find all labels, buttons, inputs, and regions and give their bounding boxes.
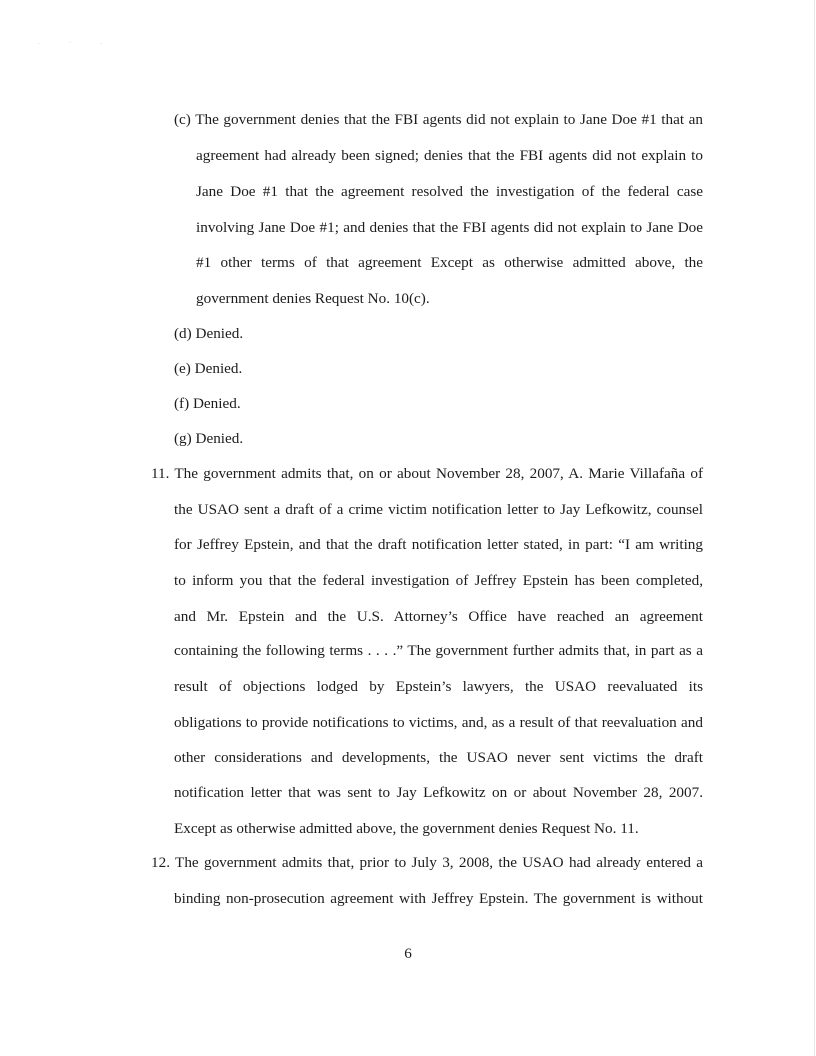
item-e: (e) Denied.: [174, 360, 243, 377]
paragraph-c-line-4: involving Jane Doe #1; and denies that the FBI agents did not explain to Jane Doe: [196, 219, 703, 236]
paragraph-c-line-1: (c) The government denies that the FBI agents did not explain to Jane Doe #1 that an: [174, 111, 703, 128]
scan-edge: [814, 0, 815, 1056]
paragraph-11-line-9: other considerations and developments, the USAO never sent victims the draft: [174, 749, 703, 766]
paragraph-11-line-10: notification letter that was sent to Jay Lefkowitz on or about November 28, 2007.: [174, 784, 703, 801]
page-number: 6: [404, 945, 412, 962]
paragraph-11-line-2: the USAO sent a draft of a crime victim notification letter to Jay Lefkowitz, counsel: [174, 501, 703, 518]
scan-artifact: . · .: [38, 40, 116, 46]
item-f: (f) Denied.: [174, 395, 241, 412]
paragraph-11-line-5: and Mr. Epstein and the U.S. Attorney’s Office have reached an agreement: [174, 608, 703, 625]
paragraph-11-line-6: containing the following terms . . . .” The government further admits that, in part as a: [174, 642, 703, 659]
paragraph-c-line-3: Jane Doe #1 that the agreement resolved the investigation of the federal case: [196, 183, 703, 200]
paragraph-11-line-7: result of objections lodged by Epstein’s lawyers, the USAO reevaluated its: [174, 678, 703, 695]
paragraph-11-line-11: Except as otherwise admitted above, the government denies Request No. 11.: [174, 820, 639, 837]
paragraph-11-line-3: for Jeffrey Epstein, and that the draft notification letter stated, in part: “I am writing: [174, 536, 703, 553]
paragraph-c-line-2: agreement had already been signed; denies that the FBI agents did not explain to: [196, 147, 703, 164]
paragraph-c-line-6: government denies Request No. 10(c).: [196, 290, 430, 307]
paragraph-12-line-2: binding non-prosecution agreement with Jeffrey Epstein. The government is without: [174, 890, 703, 907]
item-g: (g) Denied.: [174, 430, 244, 447]
paragraph-11-line-4: to inform you that the federal investigation of Jeffrey Epstein has been completed,: [174, 572, 703, 589]
paragraph-12-line-1: 12. The government admits that, prior to July 3, 2008, the USAO had already entered a: [151, 854, 703, 871]
item-d: (d) Denied.: [174, 325, 244, 342]
paragraph-c-line-5: #1 other terms of that agreement Except as otherwise admitted above, the: [196, 254, 703, 271]
paragraph-11-line-1: 11. The government admits that, on or about November 28, 2007, A. Marie Villafaña of: [151, 465, 703, 482]
paragraph-11-line-8: obligations to provide notifications to victims, and, as a result of that reevaluation and: [174, 714, 703, 731]
